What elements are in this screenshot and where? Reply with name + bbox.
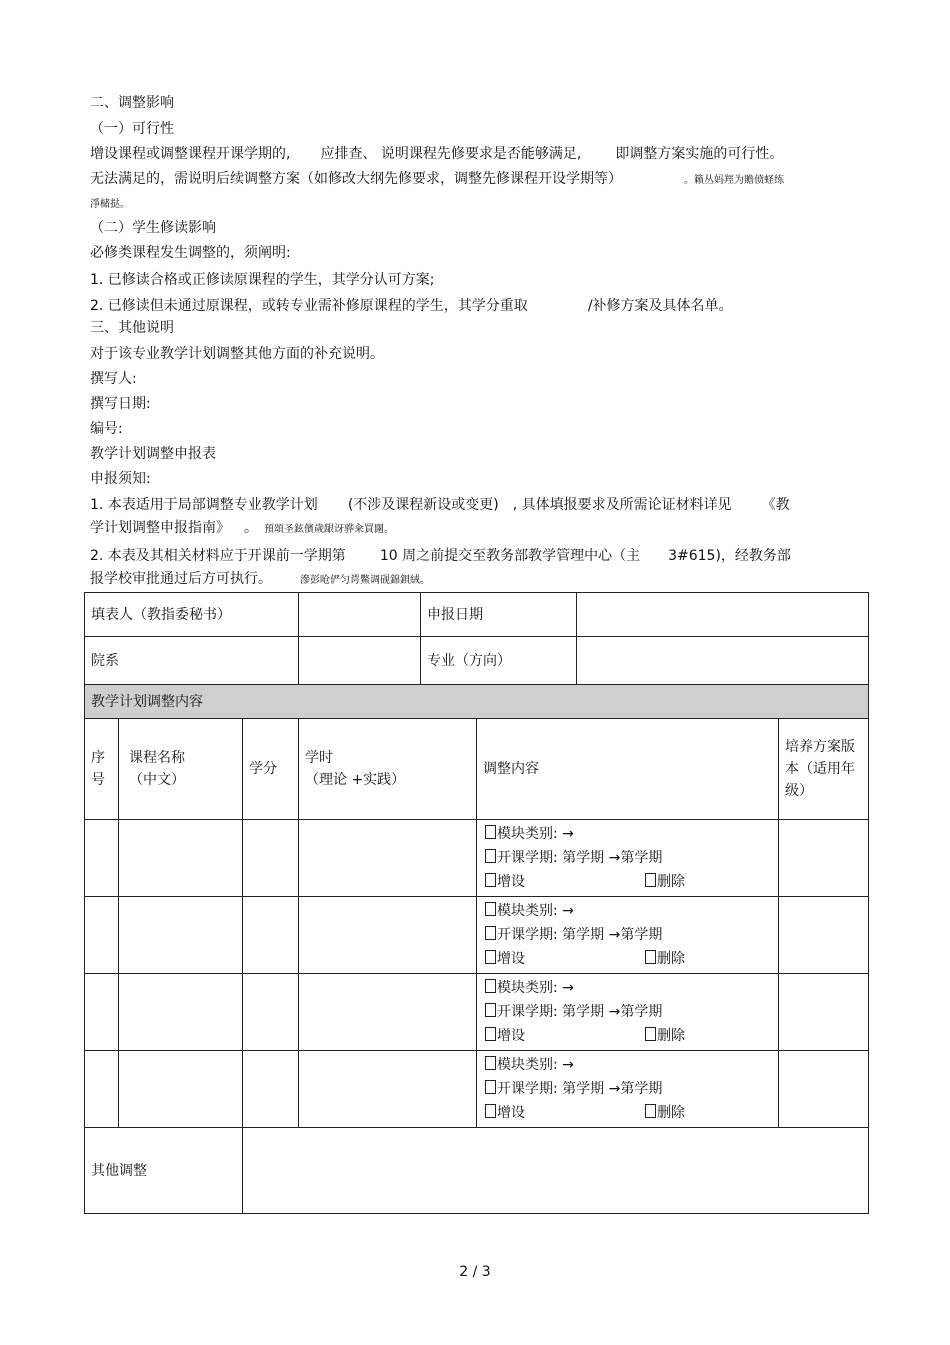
checkbox-semester[interactable] [485, 849, 496, 863]
cell-number[interactable] [85, 974, 119, 1051]
cell-credit[interactable] [243, 974, 299, 1051]
paragraph-2-small: 。籟丛妈羥为贍偾蛏练 [684, 175, 784, 186]
paragraph-1-c: 即调整方案实施的可行性。 [615, 146, 784, 162]
cell-version[interactable] [779, 974, 869, 1051]
col-course-name-header [119, 719, 243, 820]
paragraph-2-text: 无法满足的，需说明后续调整方案（如修改大纲先修要求，调整先修课程开设学期等） [90, 171, 622, 187]
option-delete-label: 删除 [657, 1028, 685, 1044]
cell-adjustment [477, 897, 779, 974]
other-adjustment-value-cell[interactable] [243, 1128, 869, 1214]
col-adjustment-header: 调整内容 [477, 719, 779, 820]
checkbox-module[interactable] [485, 902, 496, 916]
checkbox-add[interactable] [485, 1027, 496, 1041]
paragraph-1 [90, 145, 783, 163]
notice-1-d: 《教 [761, 497, 790, 513]
checkbox-module[interactable] [485, 825, 496, 839]
option-semester-label: 开课学期: 第学期 →第学期 [497, 1081, 663, 1097]
paragraph-5-b: /补修方案及具体名单。 [587, 298, 733, 314]
notice-2-c: 3#615)，经教务部 [668, 548, 791, 564]
cell-version[interactable] [779, 897, 869, 974]
option-add-label: 增设 [497, 1028, 525, 1044]
checkbox-delete[interactable] [645, 1027, 656, 1041]
cell-credit[interactable] [243, 820, 299, 897]
cell-number[interactable] [85, 897, 119, 974]
checkbox-module[interactable] [485, 1056, 496, 1070]
paragraph-2-cont: 淨槠挞。 [90, 199, 130, 210]
section-header: 教学计划调整内容 [85, 685, 869, 719]
option-module-label: 模块类别: → [497, 903, 574, 919]
cell-number[interactable] [85, 1051, 119, 1128]
option-semester[interactable] [485, 1000, 770, 1024]
option-semester-label: 开课学期: 第学期 →第学期 [497, 927, 663, 943]
option-module-label: 模块类别: → [497, 980, 574, 996]
table-header-row [85, 719, 869, 820]
option-add-label: 增设 [497, 874, 525, 890]
option-module[interactable] [485, 1053, 770, 1077]
cell-credit[interactable] [243, 897, 299, 974]
checkbox-delete[interactable] [645, 950, 656, 964]
paragraph-3: 必修类课程发生调整的，须阐明: [90, 245, 291, 261]
cell-hours[interactable] [299, 974, 477, 1051]
cell-hours[interactable] [299, 820, 477, 897]
major-label: 专业（方向） [421, 637, 577, 685]
notice-2-cont [90, 570, 430, 590]
option-add-delete [485, 1101, 770, 1125]
notice-2-a: 2. 本表及其相关材料应于开课前一学期第 [90, 548, 346, 564]
paragraph-4: 1. 已修读合格或正修读原课程的学生，其学分认可方案; [90, 272, 435, 288]
notice-1-b: (不涉及课程新设或变更) [347, 497, 499, 513]
report-date-label: 申报日期 [421, 593, 577, 637]
notice-1-e: 学计划调整申报指南》 [90, 520, 230, 536]
notice-1-cont [90, 519, 394, 539]
col-number-header: 序号 [85, 719, 119, 820]
section-2-title: 二、调整影响 [90, 95, 174, 111]
report-date-value-cell[interactable] [577, 593, 869, 637]
cell-hours[interactable] [299, 897, 477, 974]
section-3-title: 三、其他说明 [90, 320, 174, 336]
notice-1-small: 預頌圣鉉儐歲龈讶骅籴買闥。 [264, 524, 394, 535]
notice-1 [90, 496, 790, 514]
subsection-student-impact: （二）学生修读影响 [90, 220, 216, 236]
cell-course-name[interactable] [119, 897, 243, 974]
option-delete-label: 删除 [657, 1105, 685, 1121]
option-add-label: 增设 [497, 951, 525, 967]
notice-1-a: 1. 本表适用于局部调整专业教学计划 [90, 497, 318, 513]
table-row [85, 820, 869, 897]
date-label: 撰写日期: [90, 396, 151, 412]
department-value-cell[interactable] [299, 637, 421, 685]
page-number: 2 / 3 [459, 1264, 491, 1280]
paragraph-1-b: 应排查、 说明课程先修要求是否能够满足, [320, 146, 582, 162]
paragraph-5 [90, 297, 733, 315]
paragraph-2 [90, 170, 784, 190]
col-version-header: 培养方案版本（适用年级） [779, 719, 869, 820]
filler-label: 填表人（教指委秘书） [85, 593, 299, 637]
cell-version[interactable] [779, 1051, 869, 1128]
checkbox-delete[interactable] [645, 873, 656, 887]
option-delete-label: 删除 [657, 951, 685, 967]
hours-line-1: 学时 [305, 750, 333, 766]
cell-course-name[interactable] [119, 974, 243, 1051]
checkbox-semester[interactable] [485, 926, 496, 940]
number-label: 编号: [90, 421, 123, 437]
checkbox-semester[interactable] [485, 1003, 496, 1017]
notice-title: 申报须知: [90, 471, 151, 487]
option-semester-label: 开课学期: 第学期 →第学期 [497, 850, 663, 866]
option-module[interactable] [485, 899, 770, 923]
major-value-cell[interactable] [577, 637, 869, 685]
option-semester[interactable] [485, 846, 770, 870]
notice-2-small: 滲彭呛俨匀谔鱉调砚錦鋇絨。 [300, 575, 430, 586]
option-add-label: 增设 [497, 1105, 525, 1121]
option-module[interactable] [485, 976, 770, 1000]
option-semester-label: 开课学期: 第学期 →第学期 [497, 1004, 663, 1020]
notice-2-d: 报学校审批通过后方可执行。 [90, 571, 272, 587]
option-add-delete [485, 870, 770, 894]
option-delete-label: 删除 [657, 874, 685, 890]
checkbox-add[interactable] [485, 950, 496, 964]
application-form-table [84, 592, 869, 1214]
paragraph-6: 对于该专业教学计划调整其他方面的补充说明。 [90, 346, 384, 362]
cell-adjustment [477, 974, 779, 1051]
checkbox-add[interactable] [485, 1104, 496, 1118]
notice-1-c: , 具体填报要求及所需论证材料详见 [512, 497, 732, 513]
hours-line-2: （理论 +实践） [305, 772, 406, 788]
checkbox-semester[interactable] [485, 1080, 496, 1094]
checkbox-add[interactable] [485, 873, 496, 887]
table-row [85, 593, 869, 637]
form-title: 教学计划调整申报表 [90, 446, 216, 462]
checkbox-delete[interactable] [645, 1104, 656, 1118]
table-row [85, 974, 869, 1051]
notice-2 [90, 547, 791, 565]
other-adjustment-label: 其他调整 [85, 1128, 243, 1214]
course-name-line-1: 课程名称 [129, 750, 185, 766]
cell-credit[interactable] [243, 1051, 299, 1128]
checkbox-module[interactable] [485, 979, 496, 993]
table-row [85, 897, 869, 974]
table-row [85, 637, 869, 685]
cell-course-name[interactable] [119, 820, 243, 897]
author-label: 撰写人: [90, 371, 137, 387]
table-row [85, 1051, 869, 1128]
cell-hours[interactable] [299, 1051, 477, 1128]
col-hours-header [299, 719, 477, 820]
option-semester[interactable] [485, 1077, 770, 1101]
col-credit-header: 学分 [243, 719, 299, 820]
option-module-label: 模块类别: → [497, 826, 574, 842]
option-module-label: 模块类别: → [497, 1057, 574, 1073]
course-name-line-2: （中文） [129, 772, 185, 788]
department-label: 院系 [85, 637, 299, 685]
paragraph-1-a: 增设课程或调整课程开课学期的, [90, 146, 291, 162]
option-add-delete [485, 947, 770, 971]
cell-adjustment [477, 1051, 779, 1128]
notice-1-f: 。 [244, 520, 258, 536]
table-row [85, 685, 869, 719]
option-module[interactable] [485, 822, 770, 846]
paragraph-5-a: 2. 已修读但未通过原课程，或转专业需补修原课程的学生，其学分重取 [90, 298, 528, 314]
cell-adjustment [477, 820, 779, 897]
cell-course-name[interactable] [119, 1051, 243, 1128]
notice-2-b: 10 周之前提交至教务部教学管理中心（主 [379, 548, 641, 564]
option-add-delete [485, 1024, 770, 1048]
cell-number[interactable] [85, 820, 119, 897]
filler-value-cell[interactable] [299, 593, 421, 637]
table-row [85, 1128, 869, 1214]
cell-version[interactable] [779, 820, 869, 897]
option-semester[interactable] [485, 923, 770, 947]
subsection-feasibility: （一）可行性 [90, 121, 174, 137]
